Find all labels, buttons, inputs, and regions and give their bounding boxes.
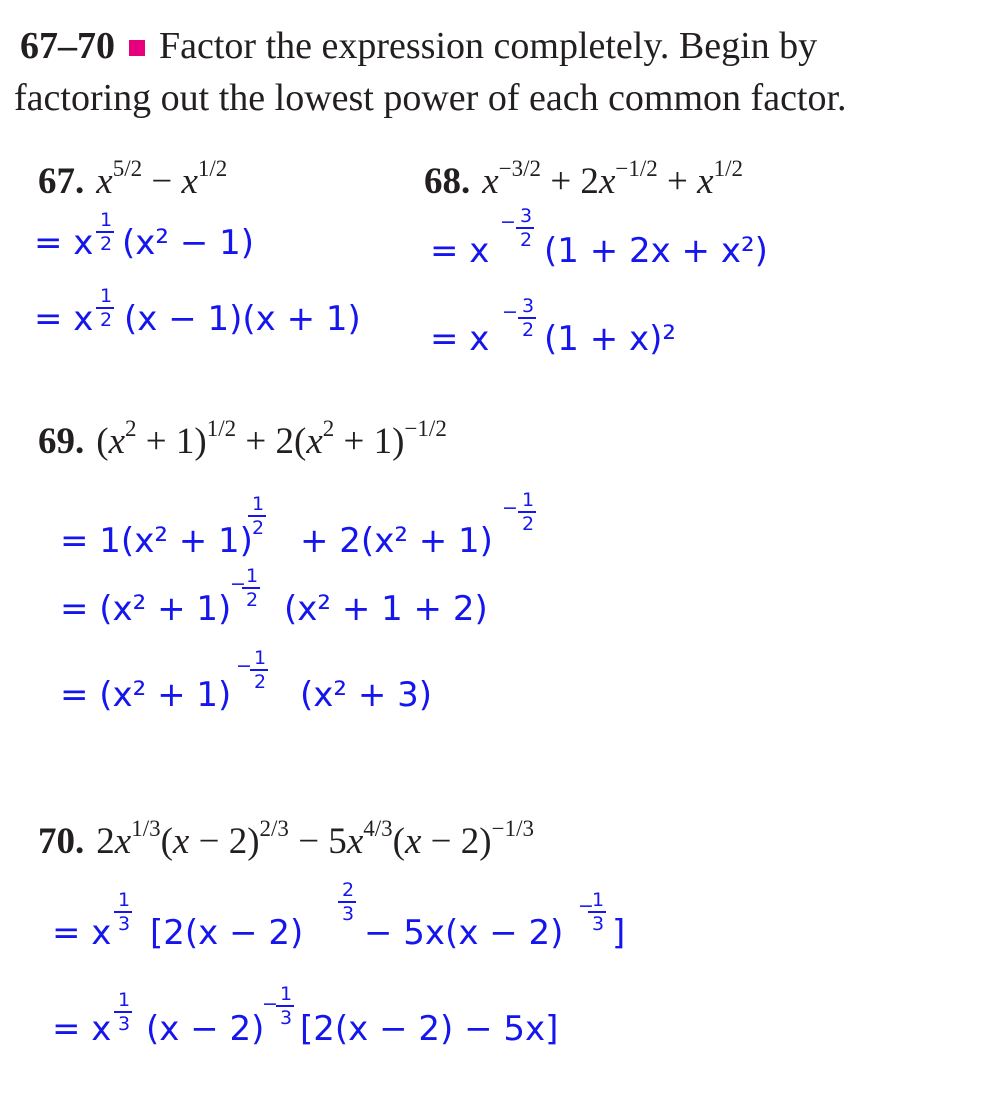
svg-text:−: − — [236, 655, 252, 677]
problem-number: 68. — [424, 161, 471, 202]
svg-text:2: 2 — [520, 229, 533, 251]
svg-text:2: 2 — [522, 319, 535, 341]
svg-text:= 1(x² + 1): = 1(x² + 1) — [60, 521, 253, 561]
svg-text:3: 3 — [118, 1013, 131, 1035]
svg-text:1: 1 — [246, 565, 259, 587]
svg-text:−: − — [500, 211, 516, 233]
hw-70-step-2 — [52, 983, 558, 1049]
svg-text:[2(x − 2) − 5x]: [2(x − 2) − 5x] — [300, 1009, 559, 1049]
svg-text:(1 + x)²: (1 + x)² — [544, 319, 677, 359]
svg-text:= x: = x — [34, 299, 94, 339]
hw-69-step-1 — [60, 489, 536, 561]
svg-text:2: 2 — [522, 513, 535, 535]
svg-text:]: ] — [612, 913, 626, 953]
svg-text:−: − — [502, 497, 518, 519]
svg-text:−: − — [230, 573, 246, 595]
svg-text:1: 1 — [118, 889, 131, 911]
svg-text:= x: = x — [34, 223, 94, 263]
hw-69-step-3 — [60, 647, 432, 715]
hw-68-step-2 — [430, 295, 676, 359]
svg-text:(x² + 3): (x² + 3) — [300, 675, 433, 715]
svg-text:= x: = x — [430, 231, 490, 271]
svg-text:(1 + 2x + x²): (1 + 2x + x²) — [544, 231, 768, 271]
svg-text:1: 1 — [592, 889, 605, 911]
problem-number: 69. — [38, 421, 85, 462]
problem-number: 70. — [38, 821, 85, 862]
problem-69: 69. $(x^2 + 1)^{1/2} + 2(x^2 + 1)^{-1/2}$ — [38, 416, 447, 462]
svg-text:= x: = x — [52, 913, 112, 953]
hw-68-step-1 — [430, 205, 768, 271]
instruction-line-2: factoring out the lowest power of each common factor. — [14, 77, 847, 119]
svg-text:= x: = x — [52, 1009, 112, 1049]
svg-text:2: 2 — [100, 309, 113, 331]
svg-text:3: 3 — [118, 913, 131, 935]
hw-70-step-1 — [52, 879, 625, 953]
hw-67-step-2 — [34, 285, 361, 339]
svg-text:−: − — [578, 895, 594, 917]
svg-text:= (x² + 1): = (x² + 1) — [60, 589, 232, 629]
svg-text:1: 1 — [100, 285, 113, 307]
svg-text:−: − — [502, 301, 518, 323]
svg-text:(x − 2): (x − 2) — [146, 1009, 265, 1049]
svg-text:3: 3 — [342, 903, 355, 925]
svg-text:1: 1 — [118, 989, 131, 1011]
svg-text:3: 3 — [522, 295, 535, 317]
svg-text:3: 3 — [592, 913, 605, 935]
svg-text:2: 2 — [254, 671, 267, 693]
instruction-line-1: Factor the expression completely. Begin by — [159, 25, 818, 67]
svg-text:2: 2 — [252, 517, 265, 539]
hw-67-step-1 — [34, 209, 254, 263]
hw-69-step-2 — [60, 565, 488, 629]
problem-70: 70. $2x^{1/3}(x - 2)^{2/3} - 5x^{4/3}(x - 2)^{-1/3}$ — [38, 816, 534, 862]
svg-text:2: 2 — [100, 233, 113, 255]
svg-text:(x − 1)(x + 1): (x − 1)(x + 1) — [124, 299, 361, 339]
svg-text:[2(x − 2): [2(x − 2) — [150, 913, 304, 953]
svg-text:1: 1 — [280, 983, 293, 1005]
svg-text:2: 2 — [342, 879, 355, 901]
svg-text:1: 1 — [522, 489, 535, 511]
problem-68: 68. $x^{-3/2} + 2x^{-1/2} + x^{1/2}$ — [424, 156, 743, 202]
svg-text:(x² − 1): (x² − 1) — [122, 223, 255, 263]
svg-text:3: 3 — [520, 205, 533, 227]
svg-text:(x² + 1 + 2): (x² + 1 + 2) — [284, 589, 488, 629]
svg-text:− 5x(x − 2): − 5x(x − 2) — [364, 913, 564, 953]
svg-text:= (x² + 1): = (x² + 1) — [60, 675, 232, 715]
svg-text:2: 2 — [246, 589, 259, 611]
svg-text:1: 1 — [100, 209, 113, 231]
svg-text:1: 1 — [254, 647, 267, 669]
problem-67: 67. $x^{5/2} - x^{1/2}$ — [38, 156, 228, 202]
svg-text:3: 3 — [280, 1007, 293, 1029]
svg-text:= x: = x — [430, 319, 490, 359]
svg-text:1: 1 — [252, 493, 265, 515]
exercise-range: 67–70 — [20, 25, 115, 67]
svg-text:−: − — [262, 993, 278, 1015]
svg-text:+ 2(x² + 1): + 2(x² + 1) — [300, 521, 493, 561]
problem-number: 67. — [38, 161, 85, 202]
